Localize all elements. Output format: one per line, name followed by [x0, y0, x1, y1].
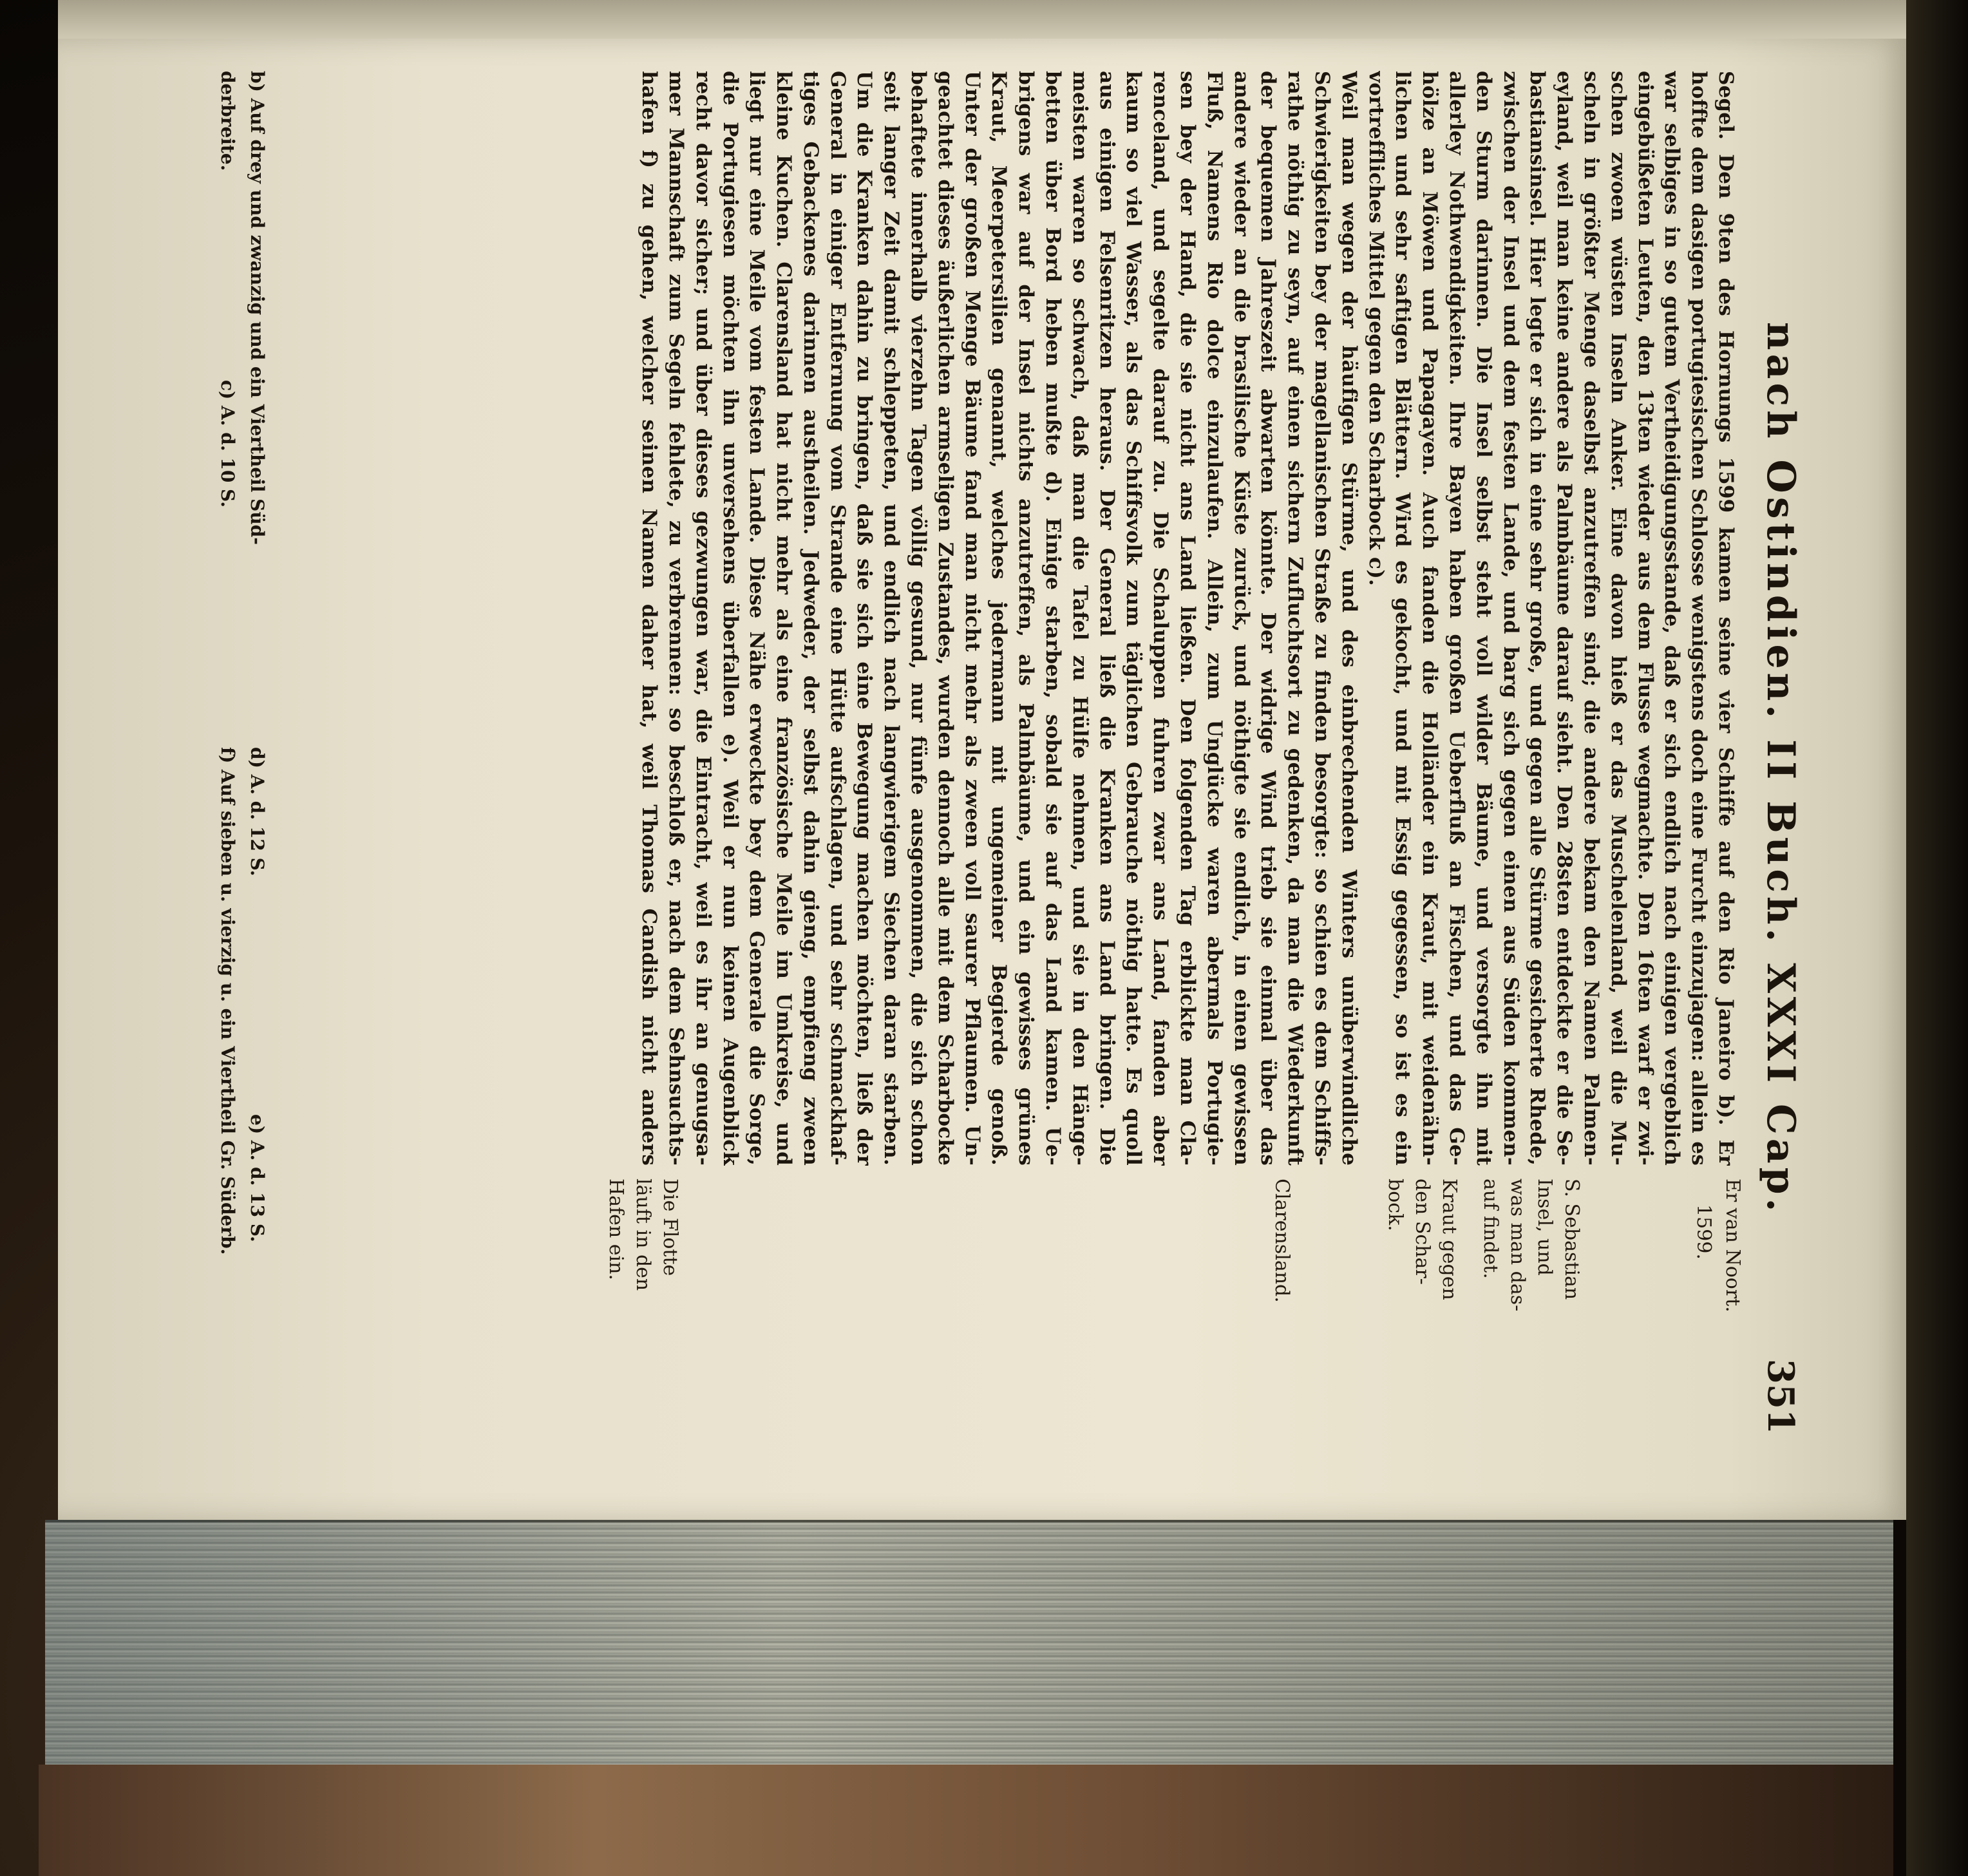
- body-line: brigens war auf der Insel nichts anzutreffen, als Palmbäume, und ein gewisses grünes: [1014, 71, 1038, 1166]
- footnote-b-continued: derbreite.: [217, 71, 238, 171]
- body-line: Weil man wegen der häufigen Stürme, und des einbrechenden Winters unüberwindliche: [1337, 71, 1361, 1166]
- body-text: [635, 71, 1739, 1166]
- margin-note: läuft in den: [632, 1179, 654, 1291]
- body-line: meisten waren so schwach, daß man die Tafel zu Hülfe nehmen, und sie in den Hänge-: [1068, 71, 1092, 1166]
- body-line: mer Mannschaft zum Segeln fehlete, zu verbrennen: so beschloß er, nach dem Sehnsuchts-: [664, 71, 688, 1166]
- margin-note: Clarensland.: [1271, 1179, 1293, 1303]
- body-line: scheln in größter Menge daselbst anzutreffen sind; die andere bekam den Namen Palmen-: [1580, 71, 1604, 1166]
- body-line: Unter der großen Menge Bäume fand man nicht mehr als zween voll saurer Pflaumen. Un-: [960, 71, 984, 1166]
- body-line: Kraut, Meerpetersilien genannt, welches jedermann mit ungemeiner Begierde genoß.: [987, 71, 1011, 1166]
- body-line: bastiansinsel. Hier legte er sich in eine sehr große, und gegen alle Stürme gesicherte Rhede,: [1526, 71, 1549, 1166]
- footnote-row-1: [243, 71, 270, 1449]
- running-title: nach Ostindien. II Buch. XXXI Cap.: [1758, 322, 1803, 1216]
- footnote-c: c) A. d. 10 S.: [217, 380, 238, 508]
- body-line: eingebüßeten Leuten, den 13ten wieder aus dem Flusse wegmachte. Den 16ten warf er zwi-: [1633, 71, 1657, 1166]
- body-line: rathe nöthig zu seyn, auf einen sichern Zufluchtsort zu gedenken, da man die Wiederkunft: [1283, 71, 1307, 1166]
- body-line: renceland, und segelte darauf zu. Die Schaluppen fuhren zwar ans Land, fanden aber: [1149, 71, 1173, 1166]
- body-line: andere wieder an die brasilische Küste zurück, und nöthigte sie endlich, in einen gewissen: [1229, 71, 1253, 1166]
- body-line: kleine Kuchen. Clarensland hat nicht mehr als eine französische Meile im Umkreise, und: [772, 71, 796, 1166]
- footnote-row-2: [214, 71, 241, 1449]
- footnote-b: b) Auf drey und zwanzig und ein Viertheil Süd-: [247, 71, 268, 545]
- body-line: recht davor sicher; und über dieses gezwungen war, die Eintracht, weil es ihr an genugsa-: [691, 71, 715, 1166]
- margin-note: auf findet.: [1479, 1179, 1502, 1279]
- body-line: geachtet dieses äußerlichen armseligen Zustandes, wurden dennoch alle mit dem Scharbocke: [933, 71, 957, 1166]
- margin-note: Insel, und: [1533, 1179, 1556, 1276]
- body-line: zwischen der Insel und dem festen Lande, und barg sich gegen einen aus Süden kommen-: [1499, 71, 1522, 1166]
- margin-note: S. Sebastian: [1560, 1179, 1583, 1300]
- margin-note: Die Flotte: [659, 1179, 681, 1276]
- body-line: Segel. Den 9ten des Hornungs 1599 kamen seine vier Schiffe auf den Rio Janeiro b). Er: [1714, 71, 1737, 1166]
- margin-note: Kraut gegen: [1438, 1179, 1461, 1300]
- leather-cover: [39, 1765, 1893, 1876]
- body-line: betten über Bord heben mußte d). Einige starben, sobald sie auf das Land kamen. Ue-: [1041, 71, 1065, 1166]
- body-line: vortreffliches Mittel gegen den Scharbock c).: [1364, 71, 1388, 586]
- body-line: Um die Kranken dahin zu bringen, daß sie sich eine Bewegung machen möchten, ließ der: [853, 71, 876, 1166]
- gutter-shadow: [1906, 0, 1968, 1876]
- footnote-d: d) A. d. 12 S.: [247, 747, 268, 876]
- body-line: Fluß, Namens Rio dolce einzulaufen. Allein, zum Unglücke waren abermals Portugie-: [1202, 71, 1226, 1166]
- body-line: seit langer Zeit damit schleppeten, und endlich nach langwierigem Siechen daran starben.: [880, 71, 904, 1166]
- body-line: lichen und sehr saftigen Blättern. Wird es gekocht, und mit Essig gegessen, so ist es ein: [1391, 71, 1415, 1166]
- body-line: den Sturm darinnen. Die Insel selbst steht voll wilder Bäume, und versorgte ihn mit: [1471, 71, 1495, 1166]
- body-line: tiges Gebackenes darinnen austheilen. Jedweder, der selbst dahin gieng, empfieng zween: [799, 71, 822, 1166]
- body-line: kaum so viel Wasser, als das Schiffsvolk zum täglichen Gebrauche nöthig hatte. Es quoll: [1122, 71, 1146, 1166]
- margin-notes: [605, 1179, 1745, 1449]
- body-line: hoffte dem dasigen portugiesischen Schlosse wenigstens doch eine Furcht einzujagen: allein es: [1687, 71, 1711, 1166]
- margin-note: bock.: [1384, 1179, 1406, 1231]
- body-line: Schwierigkeiten bey der magellanischen Straße zu finden besorgte: so schien es dem Schiffs-: [1310, 71, 1334, 1166]
- margin-note: was man das-: [1506, 1179, 1529, 1312]
- body-line: General in einiger Entfernung vom Strande eine Hütte aufschlagen, und sehr schmackhaf-: [826, 71, 849, 1166]
- body-line: hölze an Möwen und Papagayen. Auch fanden die Holländer ein Kraut, mit weidenähn-: [1418, 71, 1442, 1166]
- margin-note: Er van Noort.: [1721, 1179, 1744, 1312]
- body-line: hafen f) zu gehen, welcher seinen Namen daher hat, weil Thomas Candish nicht anders: [638, 71, 661, 1166]
- body-line: war selbiges in so gutem Vertheidigungsstande, daß er sich endlich nach einigen vergeblich: [1660, 71, 1684, 1166]
- rotated-page-text: [167, 71, 1816, 1449]
- body-line: allerley Nothwendigkeiten. Ihre Bayen haben großen Ueberfluß an Fischen, und das Ge-: [1445, 71, 1469, 1166]
- page-number: 351: [1759, 1359, 1802, 1434]
- body-line: die Portugiesen möchten ihn unversehens überfallen e). Weil er nun keinen Augenblick: [718, 71, 742, 1166]
- margin-note: den Schar-: [1411, 1179, 1433, 1285]
- body-line: eyland, weil man keine andere als Palmbäume darauf sieht. Den 28sten entdeckte er die Se-: [1553, 71, 1576, 1166]
- body-line: der bequemen Jahreszeit abwarten könnte. Der widrige Wind trieb sie einmal über das: [1256, 71, 1280, 1166]
- body-line: sen bey der Hand, die sie nicht ans Land ließen. Den folgenden Tag erblickte man Cla-: [1176, 71, 1200, 1166]
- footnote-f: f) Auf sieben u. vierzig u. ein Viertheil Gr. Süderb.: [217, 747, 238, 1255]
- footnote-e: e) A. d. 13 S.: [247, 1114, 268, 1242]
- page-block-shadow: [45, 1520, 1893, 1765]
- body-line: behaftete innerhalb vierzehn Tagen völlig gesund, nur fünfe ausgenommen, die sich schon: [907, 71, 931, 1166]
- body-line: aus einigen Felsenritzen heraus. Der General ließ die Kranken ans Land bringen. Die: [1095, 71, 1119, 1166]
- body-line: liegt nur eine Meile vom festen Lande. Diese Nähe erweckte bey dem Generale die Sorge,: [745, 71, 769, 1166]
- body-line: schen zwoen wüsten Inseln Anker. Eine davon hieß er das Muschelenland, weil die Mu-: [1606, 71, 1630, 1166]
- margin-note: 1599.: [1692, 1204, 1715, 1260]
- margin-note: Hafen ein.: [605, 1179, 627, 1280]
